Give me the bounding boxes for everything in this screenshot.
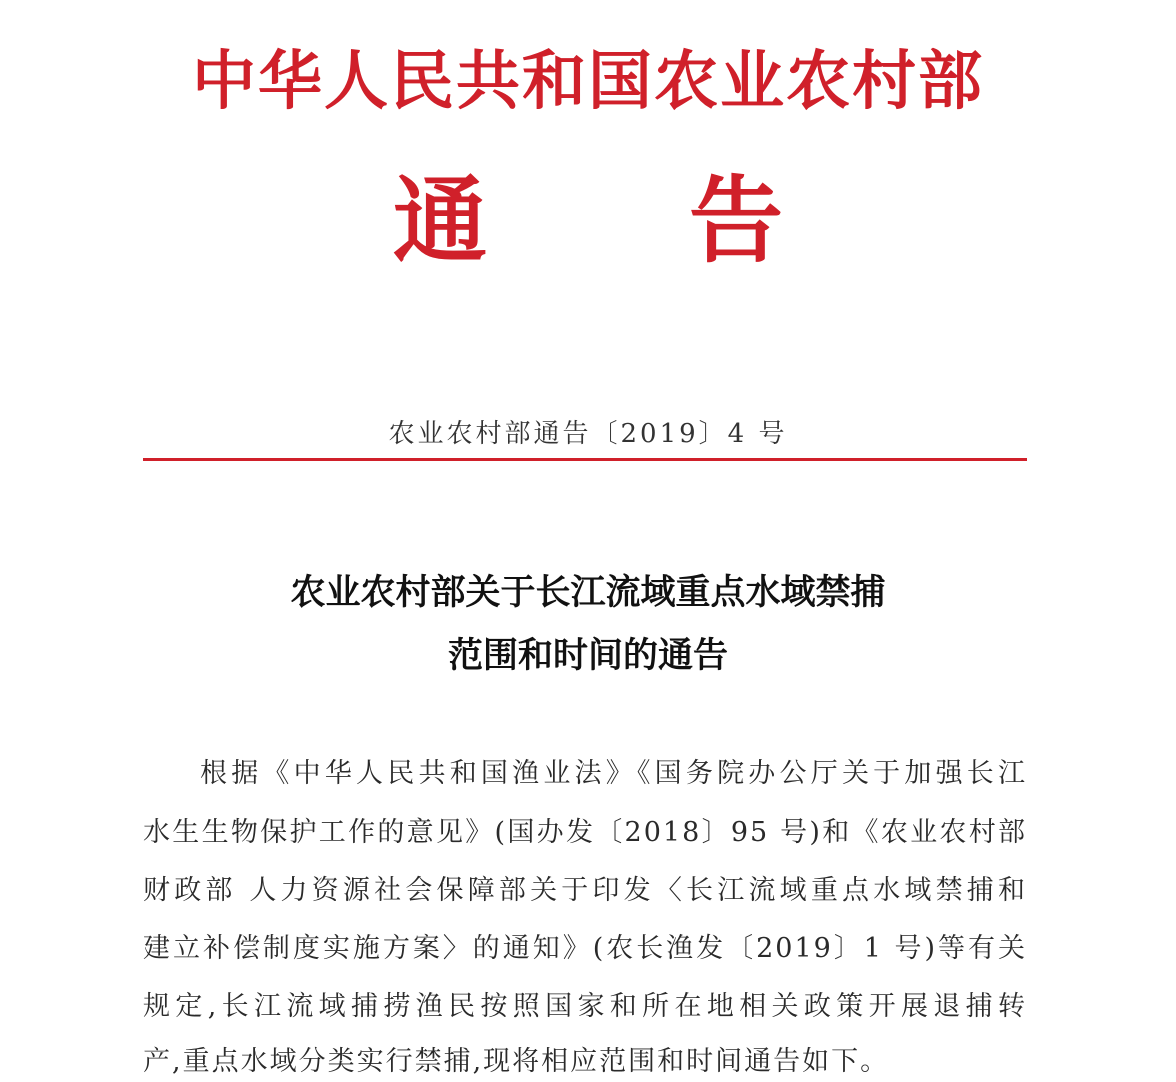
body-text-line: 根据《中华人民共和国渔业法》《国务院办公厅关于加强长江 xyxy=(200,758,1027,789)
issuer-name: 中华人民共和国农业农村部 xyxy=(192,44,984,119)
notice-title-line-2: 范围和时间的通告 xyxy=(447,635,728,676)
body-text-line: 产,重点水域分类实行禁捕,现将相应范围和时间通告如下。 xyxy=(143,1046,890,1077)
body-text-line: 水生生物保护工作的意见》(国办发〔2018〕95 号)和《农业农村部 xyxy=(143,817,1027,848)
notice-title-line-1: 农业农村部关于长江流域重点水域禁捕 xyxy=(290,572,886,613)
body-text-line: 建立补偿制度实施方案〉的通知》(农长渔发〔2019〕1 号)等有关 xyxy=(143,933,1027,964)
red-divider xyxy=(143,458,1027,461)
doc-type-char-2: 告 xyxy=(688,166,783,276)
document-number: 农业农村部通告〔2019〕4 号 xyxy=(388,419,788,449)
body-text-line: 财政部 人力资源社会保障部关于印发〈长江流域重点水域禁捕和 xyxy=(143,875,1027,906)
doc-type-char-1: 通 xyxy=(392,166,487,276)
body-text-line: 规定,长江流域捕捞渔民按照国家和所在地相关政策开展退捕转 xyxy=(143,991,1027,1022)
